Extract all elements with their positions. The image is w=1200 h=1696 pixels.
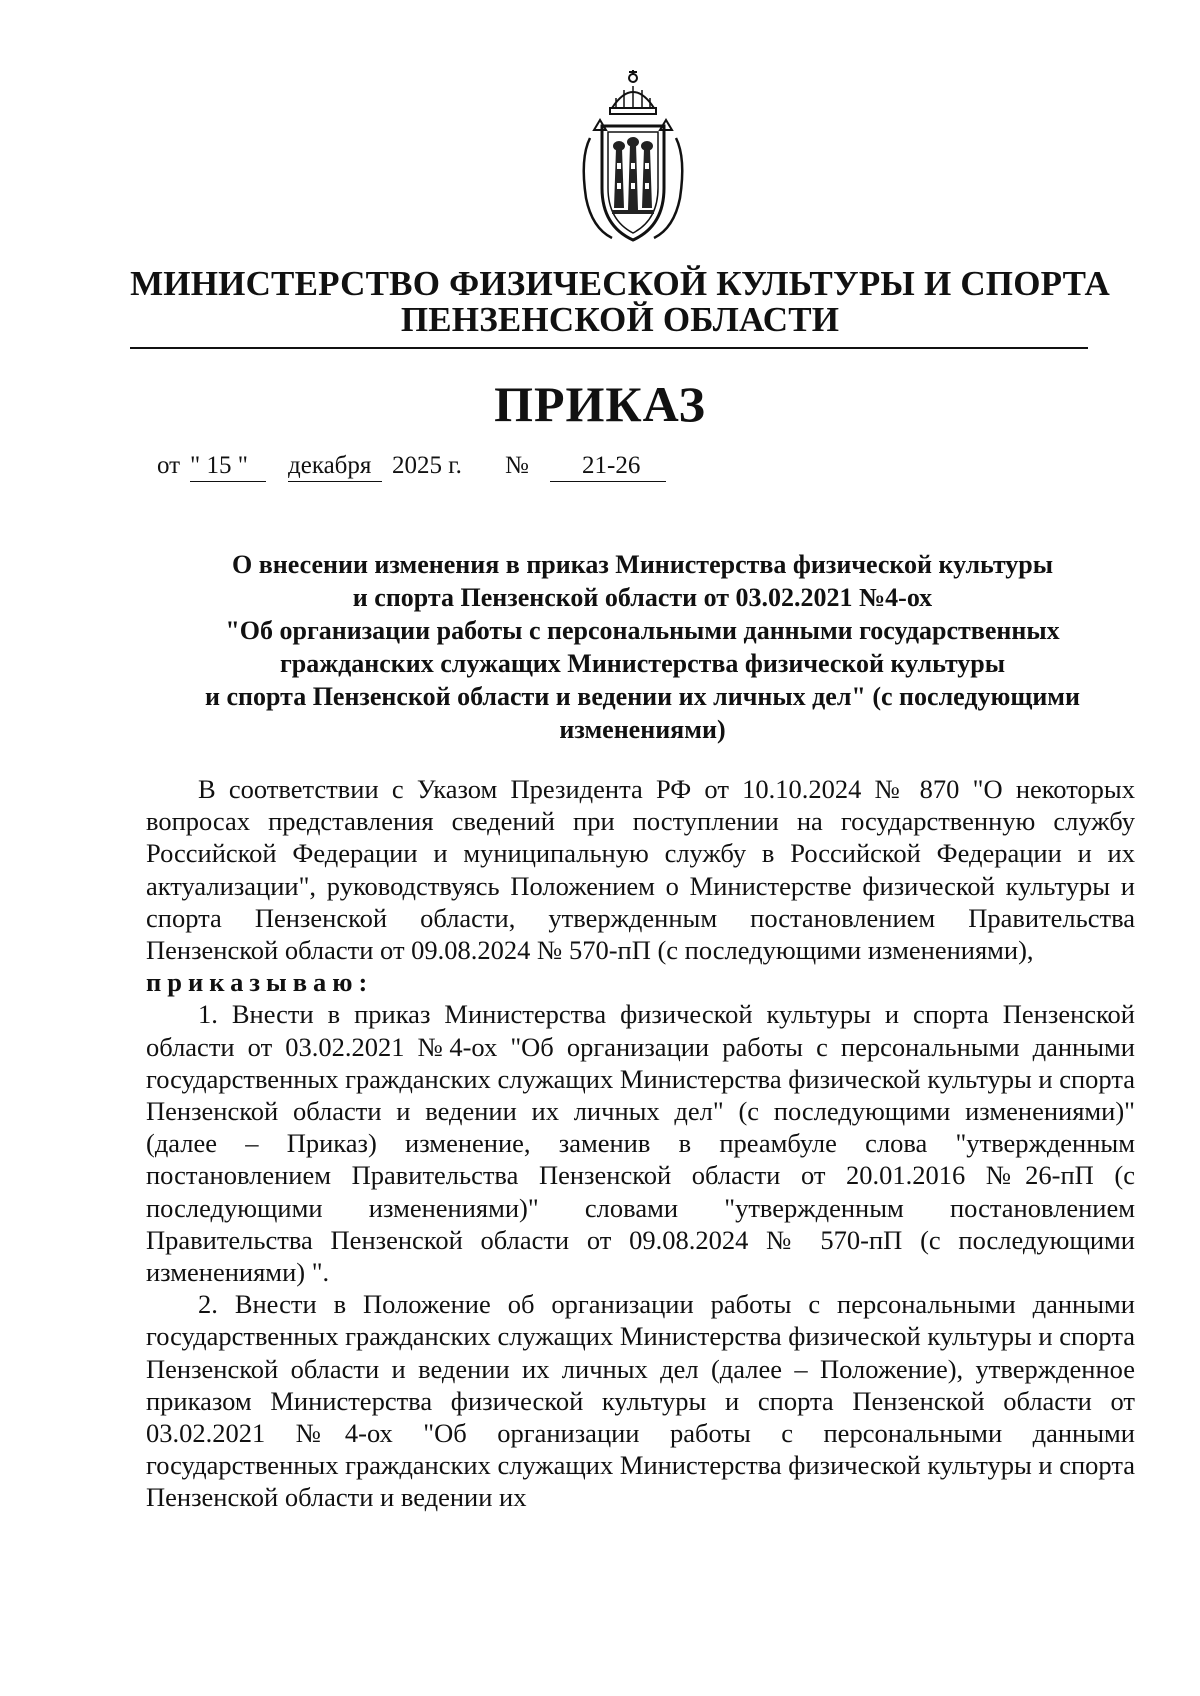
date-day: " 15 " — [190, 452, 266, 482]
document-body — [146, 773, 1135, 1514]
item-1-paragraph: 1. Внести в приказ Министерства физической культуры и спорта Пензенской области от 03.02.2021 №4-ох "Об организации работы с персональными данными государственных гражданских служащих Министерства физической культуры и спорта Пензенской области и ведении их личных дел" (с последующими изменениями)" (далее – Приказ) изменение, заменив в преамбуле слова "утвержденным постановлением Правительства Пензенской области от 20.01.2016 №26-пП (с последующими изменениями)" словами "утвержденным постановлением Правительства Пензенской области от 09.08.2024 № 570-пП (с последующими изменениями) ". — [146, 999, 1135, 1288]
date-prefix: от — [157, 452, 181, 479]
ministry-name-line1: МИНИСТЕРСТВО ФИЗИЧЕСКОЙ КУЛЬТУРЫ И СПОРТА — [130, 264, 1110, 303]
subject-line: изменениями) — [559, 715, 726, 744]
preamble-paragraph: В соответствии с Указом Президента РФ от 10.10.2024 № 870 "О некоторых вопросах представления сведений при поступлении на государственную службу Российской Федерации и муниципальную службу в Российской Федерации и их актуализации", руководствуясь Положением о Министерстве физической культуры и спорта Пензенской области, утвержденным постановлением Правительства Пензенской области от 09.08.2024 № 570-пП (с последующими изменениями), — [146, 774, 1135, 966]
date-year: 2025 г. — [392, 452, 462, 479]
number-sign: № — [505, 452, 529, 479]
item-2-paragraph: 2. Внести в Положение об организации работы с персональными данными государственных гражданских служащих Министерства физической культуры и спорта Пензенской области и ведении их личных дел (далее – Положение), утвержденное приказом Министерства физической культуры и спорта Пензенской области от 03.02.2021 №4-ох "Об организации работы с персональными данными государственных гражданских служащих Министерства физической культуры и спорта Пензенской области и ведении их — [146, 1289, 1135, 1513]
coat-of-arms-icon — [572, 68, 694, 246]
subject-line: и спорта Пензенской области от 03.02.2021 №4-ох — [352, 583, 933, 612]
subject-line: О внесении изменения в приказ Министерства физической культуры — [231, 550, 1054, 579]
document-title: ПРИКАЗ — [494, 376, 706, 432]
date-month: декабря — [288, 452, 382, 482]
subject-line: "Об организации работы с персональными данными государственных — [225, 616, 1060, 645]
header-divider — [130, 347, 1088, 349]
order-subject — [150, 548, 1135, 746]
subject-line: гражданских служащих Министерства физической культуры — [279, 649, 1006, 678]
ministry-name-line2: ПЕНЗЕНСКОЙ ОБЛАСТИ — [400, 300, 840, 339]
order-number: 21-26 — [550, 452, 666, 482]
subject-line: и спорта Пензенской области и ведении их личных дел" (с последующими — [204, 682, 1080, 711]
order-word: приказываю: — [146, 967, 374, 998]
